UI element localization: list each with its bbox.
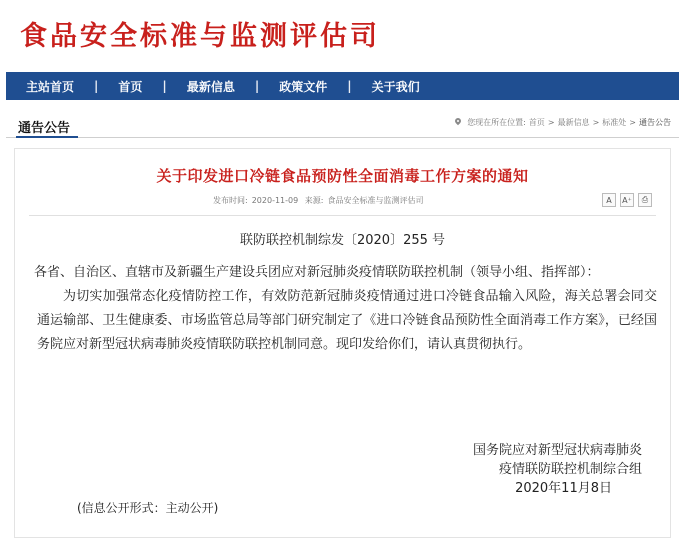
- font-increase-button[interactable]: A⁺: [620, 193, 634, 207]
- breadcrumb-home[interactable]: 首页: [528, 118, 545, 127]
- article-meta: [213, 195, 427, 206]
- nav-separator: |: [162, 79, 167, 93]
- breadcrumb-separator: >: [592, 118, 600, 127]
- meta-divider: [29, 215, 656, 216]
- source: 食品安全标准与监测评估司: [327, 196, 424, 205]
- section-title: 通告公告: [18, 121, 71, 136]
- signer-block: [473, 441, 642, 498]
- breadcrumb-latest-info[interactable]: 最新信息: [557, 118, 590, 127]
- section-bar: [6, 108, 679, 138]
- nav-policy-docs[interactable]: 政策文件: [279, 79, 328, 94]
- body-paragraph: 为切实加强常态化疫情防控工作，有效防范新冠肺炎疫情通过进口冷链食品输入风险，海关总署会同交通运输部、卫生健康委、市场监管总局等部门研究制定了《进口冷链食品预防性全面消毒工作方案》，已经国务院应对新型冠状病毒肺炎疫情联防联控机制同意。现印发给你们，请认真贯彻执行。: [37, 289, 657, 352]
- site-header: [0, 0, 685, 72]
- disclosure-note: (信息公开形式：主动公开): [77, 501, 219, 515]
- document-number: 联防联控机制综发〔2020〕255 号: [239, 233, 446, 248]
- source-label: 来源:: [304, 196, 324, 205]
- location-pin-icon: [454, 118, 462, 128]
- article-tools: [602, 193, 652, 207]
- signer-line-1: 国务院应对新型冠状病毒肺炎: [472, 443, 642, 458]
- article-body: [34, 261, 657, 357]
- nav-main-site-home[interactable]: 主站首页: [26, 79, 75, 94]
- breadcrumb-prefix: 您现在所在位置:: [467, 118, 526, 127]
- section-underline: [16, 136, 78, 138]
- publish-date: 2020-11-09: [251, 196, 299, 205]
- breadcrumb: [454, 117, 671, 128]
- nav-latest-info[interactable]: 最新信息: [186, 79, 235, 94]
- breadcrumb-separator: >: [547, 118, 555, 127]
- site-title: 食品安全标准与监测评估司: [20, 21, 380, 52]
- article: [14, 148, 671, 538]
- breadcrumb-separator: >: [629, 118, 636, 127]
- publish-label: 发布时间:: [213, 196, 248, 205]
- font-decrease-button[interactable]: A: [602, 193, 616, 207]
- nav-separator: |: [94, 79, 99, 93]
- addressee: 各省、自治区、直辖市及新疆生产建设兵团应对新冠肺炎疫情联防联控机制（领导小组、指挥部）：: [34, 265, 600, 280]
- breadcrumb-standards-office[interactable]: 标准处: [602, 118, 627, 127]
- nav-separator: |: [254, 79, 260, 93]
- signer-line-2: 疫情联防联控机制综合组: [498, 462, 642, 477]
- nav-separator: |: [347, 79, 352, 93]
- article-title: 关于印发进口冷链食品预防性全面消毒工作方案的通知: [156, 167, 529, 185]
- nav-home[interactable]: 首页: [118, 79, 143, 94]
- sign-date: 2020年11月8日: [515, 481, 612, 496]
- main-nav: [6, 72, 679, 100]
- print-icon[interactable]: ⎙: [638, 193, 652, 207]
- nav-about-us[interactable]: 关于我们: [371, 79, 420, 94]
- breadcrumb-current: 通告公告: [639, 118, 671, 127]
